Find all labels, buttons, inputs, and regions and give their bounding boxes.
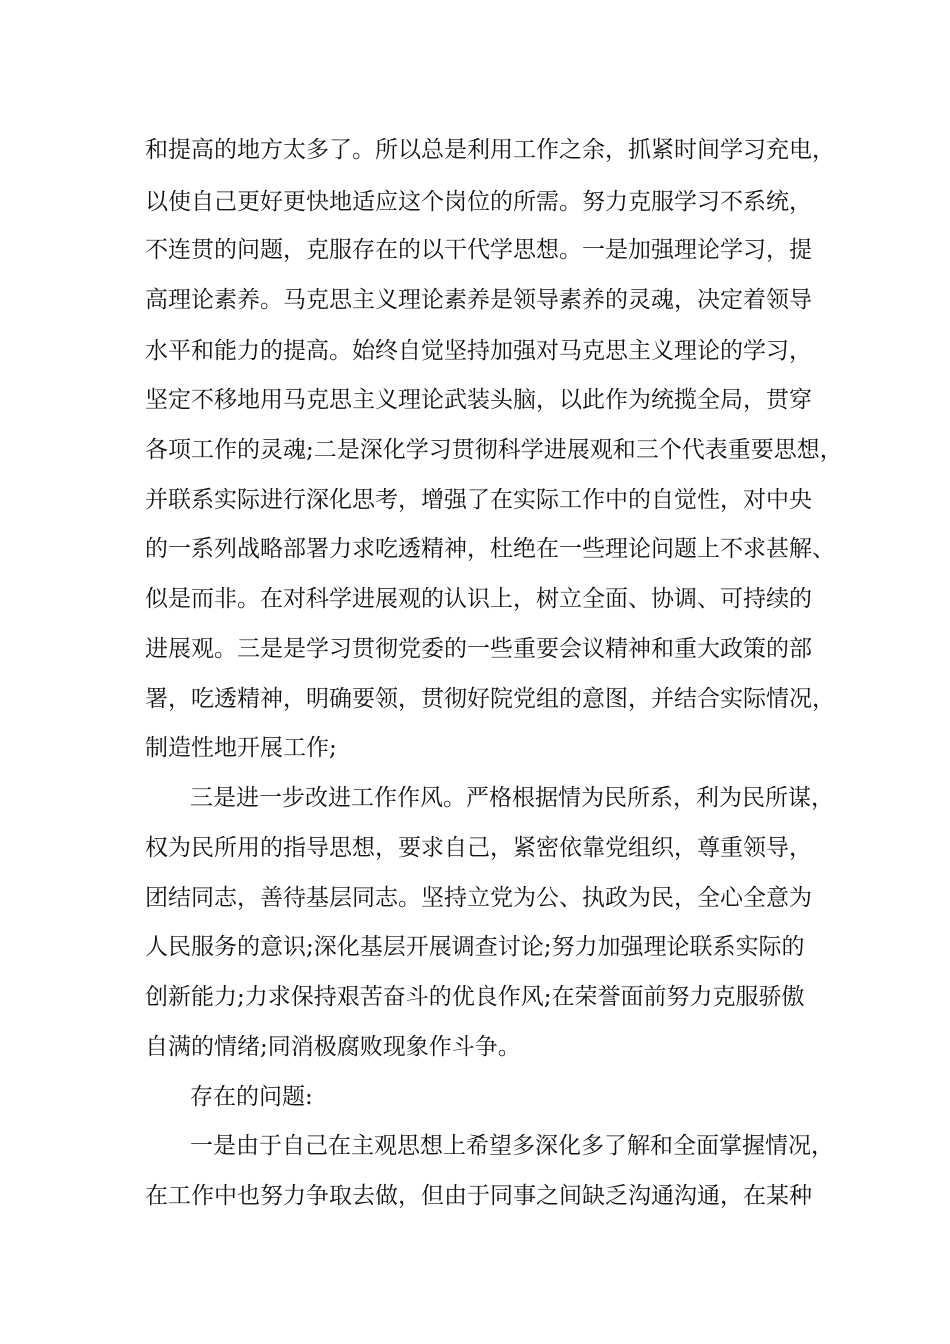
text-line: 权为民所用的指导思想，要求自己，紧密依靠党组织，尊重领导，: [145, 835, 812, 861]
text-line: 进展观。三是是学习贯彻党委的一些重要会议精神和重大政策的部: [145, 636, 812, 662]
text-line: 署，吃透精神，明确要领，贯彻好院党组的意图，并结合实际情况，: [145, 686, 835, 712]
text-line: 和提高的地方太多了。所以总是利用工作之余，抓紧时间学习充电，: [145, 137, 835, 163]
text-line: 在工作中也努力争取去做，但由于同事之间缺乏沟通沟通，在某种: [145, 1183, 812, 1209]
section-heading: 存在的问题:: [190, 1084, 313, 1110]
text-line: 不连贯的问题，克服存在的以干代学思想。一是加强理论学习，提: [145, 237, 812, 263]
text-line: 并联系实际进行深化思考，增强了在实际工作中的自觉性，对中央: [145, 487, 812, 513]
text-line: 自满的情绪;同消极腐败现象作斗争。: [145, 1034, 521, 1060]
text-line: 坚定不移地用马克思主义理论武装头脑，以此作为统揽全局，贯穿: [145, 387, 812, 413]
text-line: 团结同志，善待基层同志。坚持立党为公、执政为民，全心全意为: [145, 885, 812, 911]
text-line: 各项工作的灵魂;二是深化学习贯彻科学进展观和三个代表重要思想，: [145, 437, 843, 463]
text-line: 人民服务的意识;深化基层开展调查讨论;努力加强理论联系实际的: [145, 934, 805, 960]
text-line: 以使自己更好更快地适应这个岗位的所需。努力克服学习不系统，: [145, 189, 812, 215]
text-line: 水平和能力的提高。始终自觉坚持加强对马克思主义理论的学习，: [145, 338, 812, 364]
paragraph-first-line: 三是进一步改进工作作风。严格根据情为民所系，利为民所谋，: [190, 785, 834, 811]
text-line: 制造性地开展工作;: [145, 735, 337, 761]
paragraph-first-line: 一是由于自己在主观思想上希望多深化多了解和全面掌握情况，: [190, 1133, 834, 1159]
text-line: 创新能力;力求保持艰苦奋斗的优良作风;在荣誉面前努力克服骄傲: [145, 984, 805, 1010]
text-line: 高理论素养。马克思主义理论素养是领导素养的灵魂，决定着领导: [145, 287, 812, 313]
text-line: 似是而非。在对科学进展观的认识上，树立全面、协调、可持续的: [145, 586, 812, 612]
text-line: 的一系列战略部署力求吃透精神，杜绝在一些理论问题上不求甚解、: [145, 536, 835, 562]
